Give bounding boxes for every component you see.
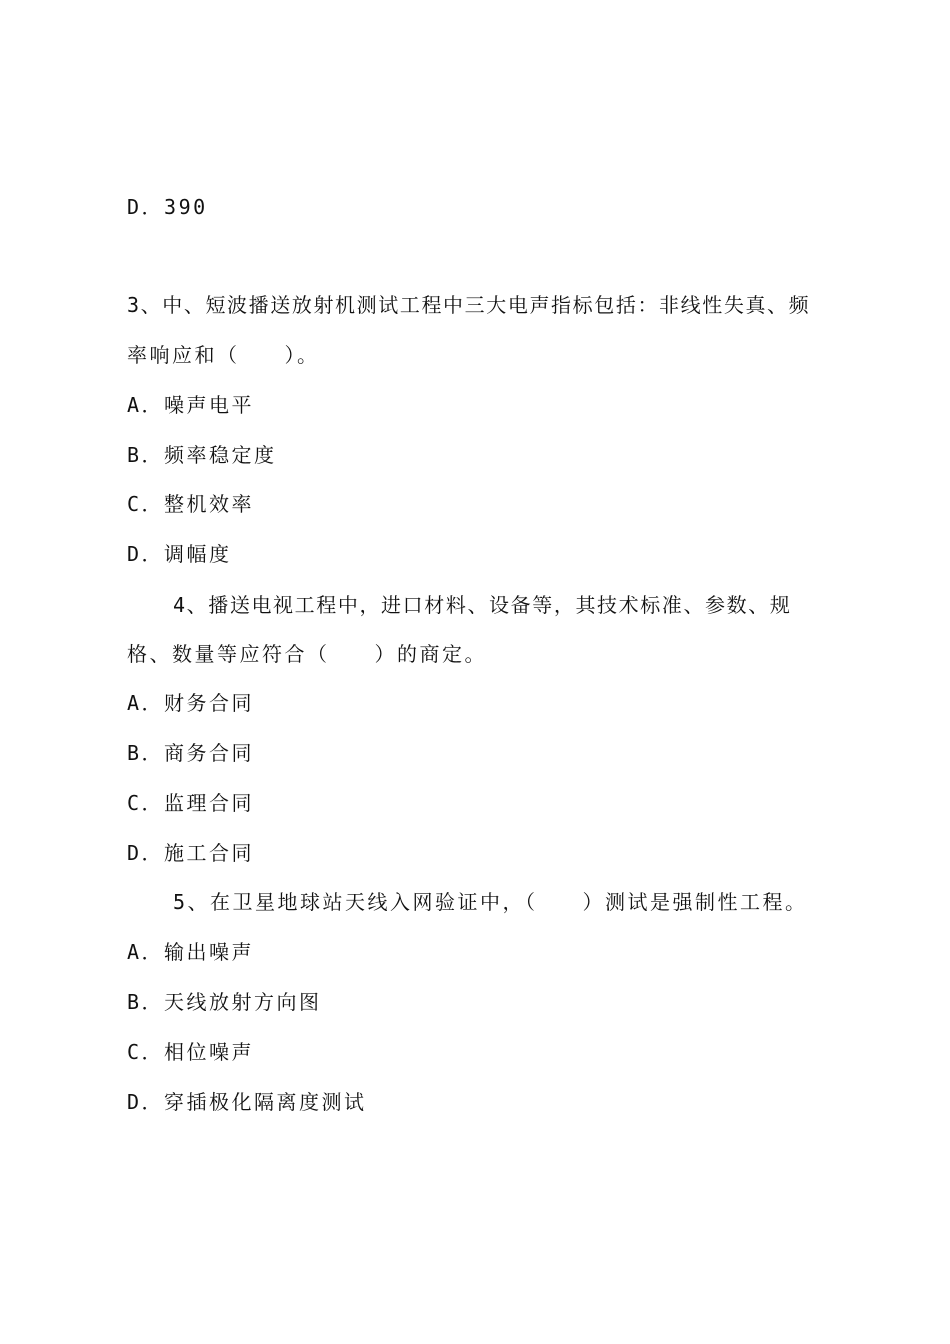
question-4-option-c: C．监理合同 [127,791,255,815]
question-4-option-a: A．财务合同 [127,691,255,715]
question-3-option-d: D．调幅度 [127,542,232,566]
question-5-option-b: B．天线放射方向图 [127,990,322,1014]
question-3-stem-line-1: 3、中、短波播送放射机测试工程中三大电声指标包括：非线性失真、频 [127,293,811,317]
question-5-option-c: C．相位噪声 [127,1040,255,1064]
question-3-option-c: C．整机效率 [127,492,255,516]
question-4-option-b: B．商务合同 [127,741,255,765]
prev-question-option-d: D．390 [127,195,208,219]
question-5-option-d: D．穿插极化隔离度测试 [127,1090,367,1114]
question-5-stem-line-1: 5、在卫星地球站天线入网验证中，（ ）测试是强制性工程。 [173,890,808,914]
question-5-option-a: A．输出噪声 [127,940,255,964]
question-4-stem-line-2: 格、数量等应符合（ ）的商定。 [127,642,487,666]
question-4-stem-line-1: 4、播送电视工程中，进口材料、设备等，其技术标准、参数、规 [173,593,792,617]
question-3-option-b: B．频率稳定度 [127,443,277,467]
question-3-option-a: A．噪声电平 [127,393,255,417]
question-3-stem-line-2: 率响应和（ ）。 [127,343,320,367]
question-4-option-d: D．施工合同 [127,841,255,865]
